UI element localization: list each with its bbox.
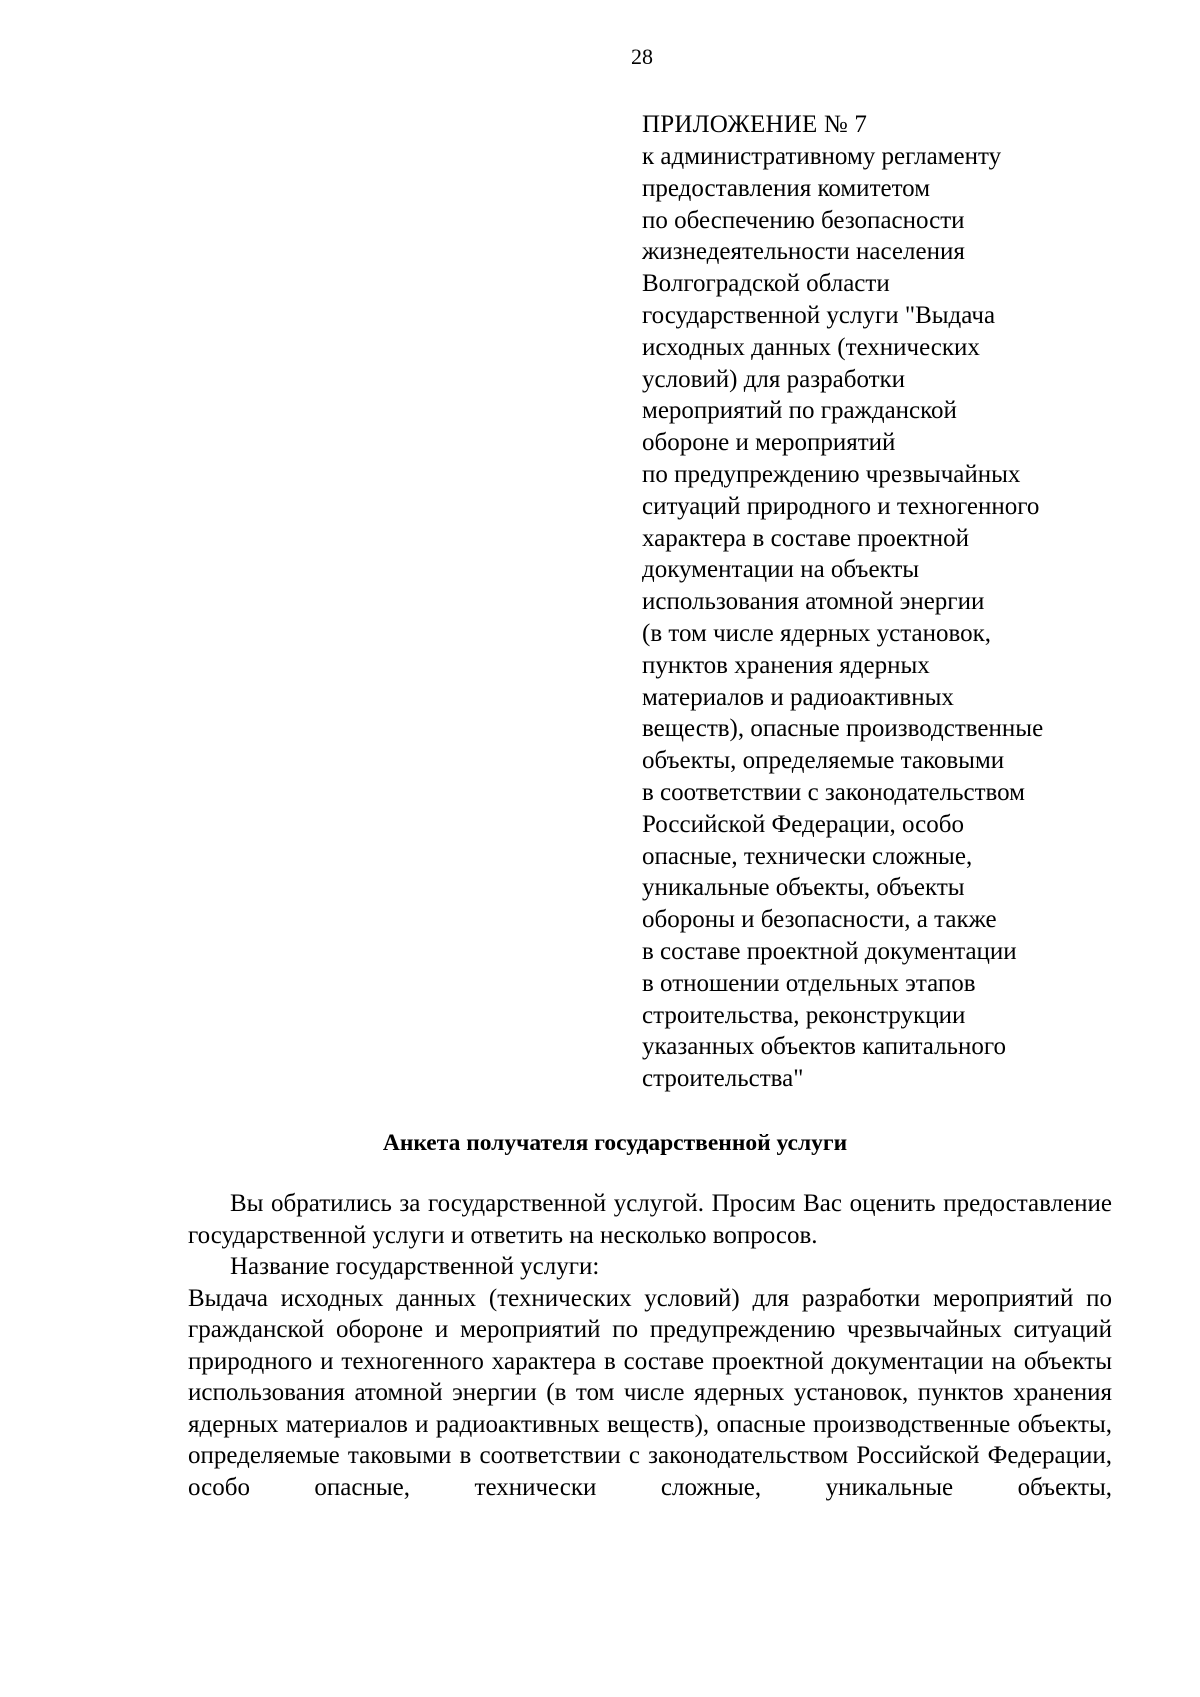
appendix-line: строительства, реконструкции bbox=[642, 1001, 966, 1029]
body-text bbox=[188, 1188, 1112, 1503]
appendix-line: в отношении отдельных этапов bbox=[642, 969, 976, 997]
service-label: Название государственной услуги: bbox=[230, 1253, 600, 1280]
appendix-heading: ПРИЛОЖЕНИЕ № 7 bbox=[642, 111, 868, 138]
appendix-line: использования атомной энергии bbox=[642, 588, 985, 616]
appendix-line: Российской Федерации, особо bbox=[642, 810, 964, 838]
appendix-line: документации на объекты bbox=[642, 556, 920, 584]
appendix-line: к административному регламенту bbox=[642, 143, 1002, 170]
intro-paragraph: Вы обратились за государственной услугой. Просим Вас оценить предоставление государственной услуги и ответить на несколько вопросов. bbox=[188, 1190, 1112, 1249]
appendix-line: материалов и радиоактивных bbox=[642, 683, 954, 711]
appendix-line: строительства" bbox=[642, 1065, 804, 1093]
appendix-line: характера в составе проектной bbox=[642, 524, 970, 552]
questionnaire-title: Анкета получателя государственной услуги bbox=[382, 1130, 848, 1156]
appendix-line: ситуаций природного и техногенного bbox=[642, 492, 1040, 520]
appendix-line: по обеспечению безопасности bbox=[642, 206, 965, 234]
appendix-line: в составе проектной документации bbox=[642, 937, 1017, 965]
appendix-line: обороне и мероприятий bbox=[642, 429, 896, 457]
appendix-line: пунктов хранения ядерных bbox=[642, 651, 930, 679]
appendix-line: мероприятий по гражданской bbox=[642, 397, 957, 425]
appendix-line: Волгоградской области bbox=[642, 270, 890, 298]
appendix-line: опасные, технически сложные, bbox=[642, 842, 973, 870]
appendix-line: указанных объектов капитального bbox=[642, 1033, 1006, 1061]
appendix-line: в соответствии с законодательством bbox=[642, 778, 1025, 806]
page-number: 28 bbox=[631, 44, 653, 69]
appendix-line: предоставления комитетом bbox=[642, 174, 931, 202]
service-name: Выдача исходных данных (технических условий) для разработки мероприятий по гражданской обороне и мероприятий по предупреждению чрезвычайных ситуаций природного и техногенного характера в составе проектной документации на объекты использования атомной энергии (в том числе ядерных установок, пунктов хранения ядерных материалов и радиоактивных веществ), опасные производственные объекты, определяемые таковыми в соответствии с законодательством Российской Федерации, особо опасные, технически сложные, уникальные объекты, bbox=[188, 1284, 1112, 1501]
appendix-line: условий) для разработки bbox=[642, 365, 906, 393]
appendix-line: (в том числе ядерных установок, bbox=[642, 619, 992, 647]
appendix-line: веществ), опасные производственные bbox=[642, 715, 1044, 743]
appendix-line: жизнедеятельности населения bbox=[642, 238, 965, 266]
appendix-line: государственной услуги "Выдача bbox=[642, 301, 996, 329]
appendix-line: исходных данных (технических bbox=[642, 333, 980, 361]
appendix-line: объекты, определяемые таковыми bbox=[642, 747, 1005, 775]
appendix-block bbox=[642, 109, 1142, 1095]
appendix-line: уникальные объекты, объекты bbox=[642, 874, 965, 902]
appendix-line: по предупреждению чрезвычайных bbox=[642, 460, 1021, 488]
appendix-line: обороны и безопасности, а также bbox=[642, 906, 997, 934]
